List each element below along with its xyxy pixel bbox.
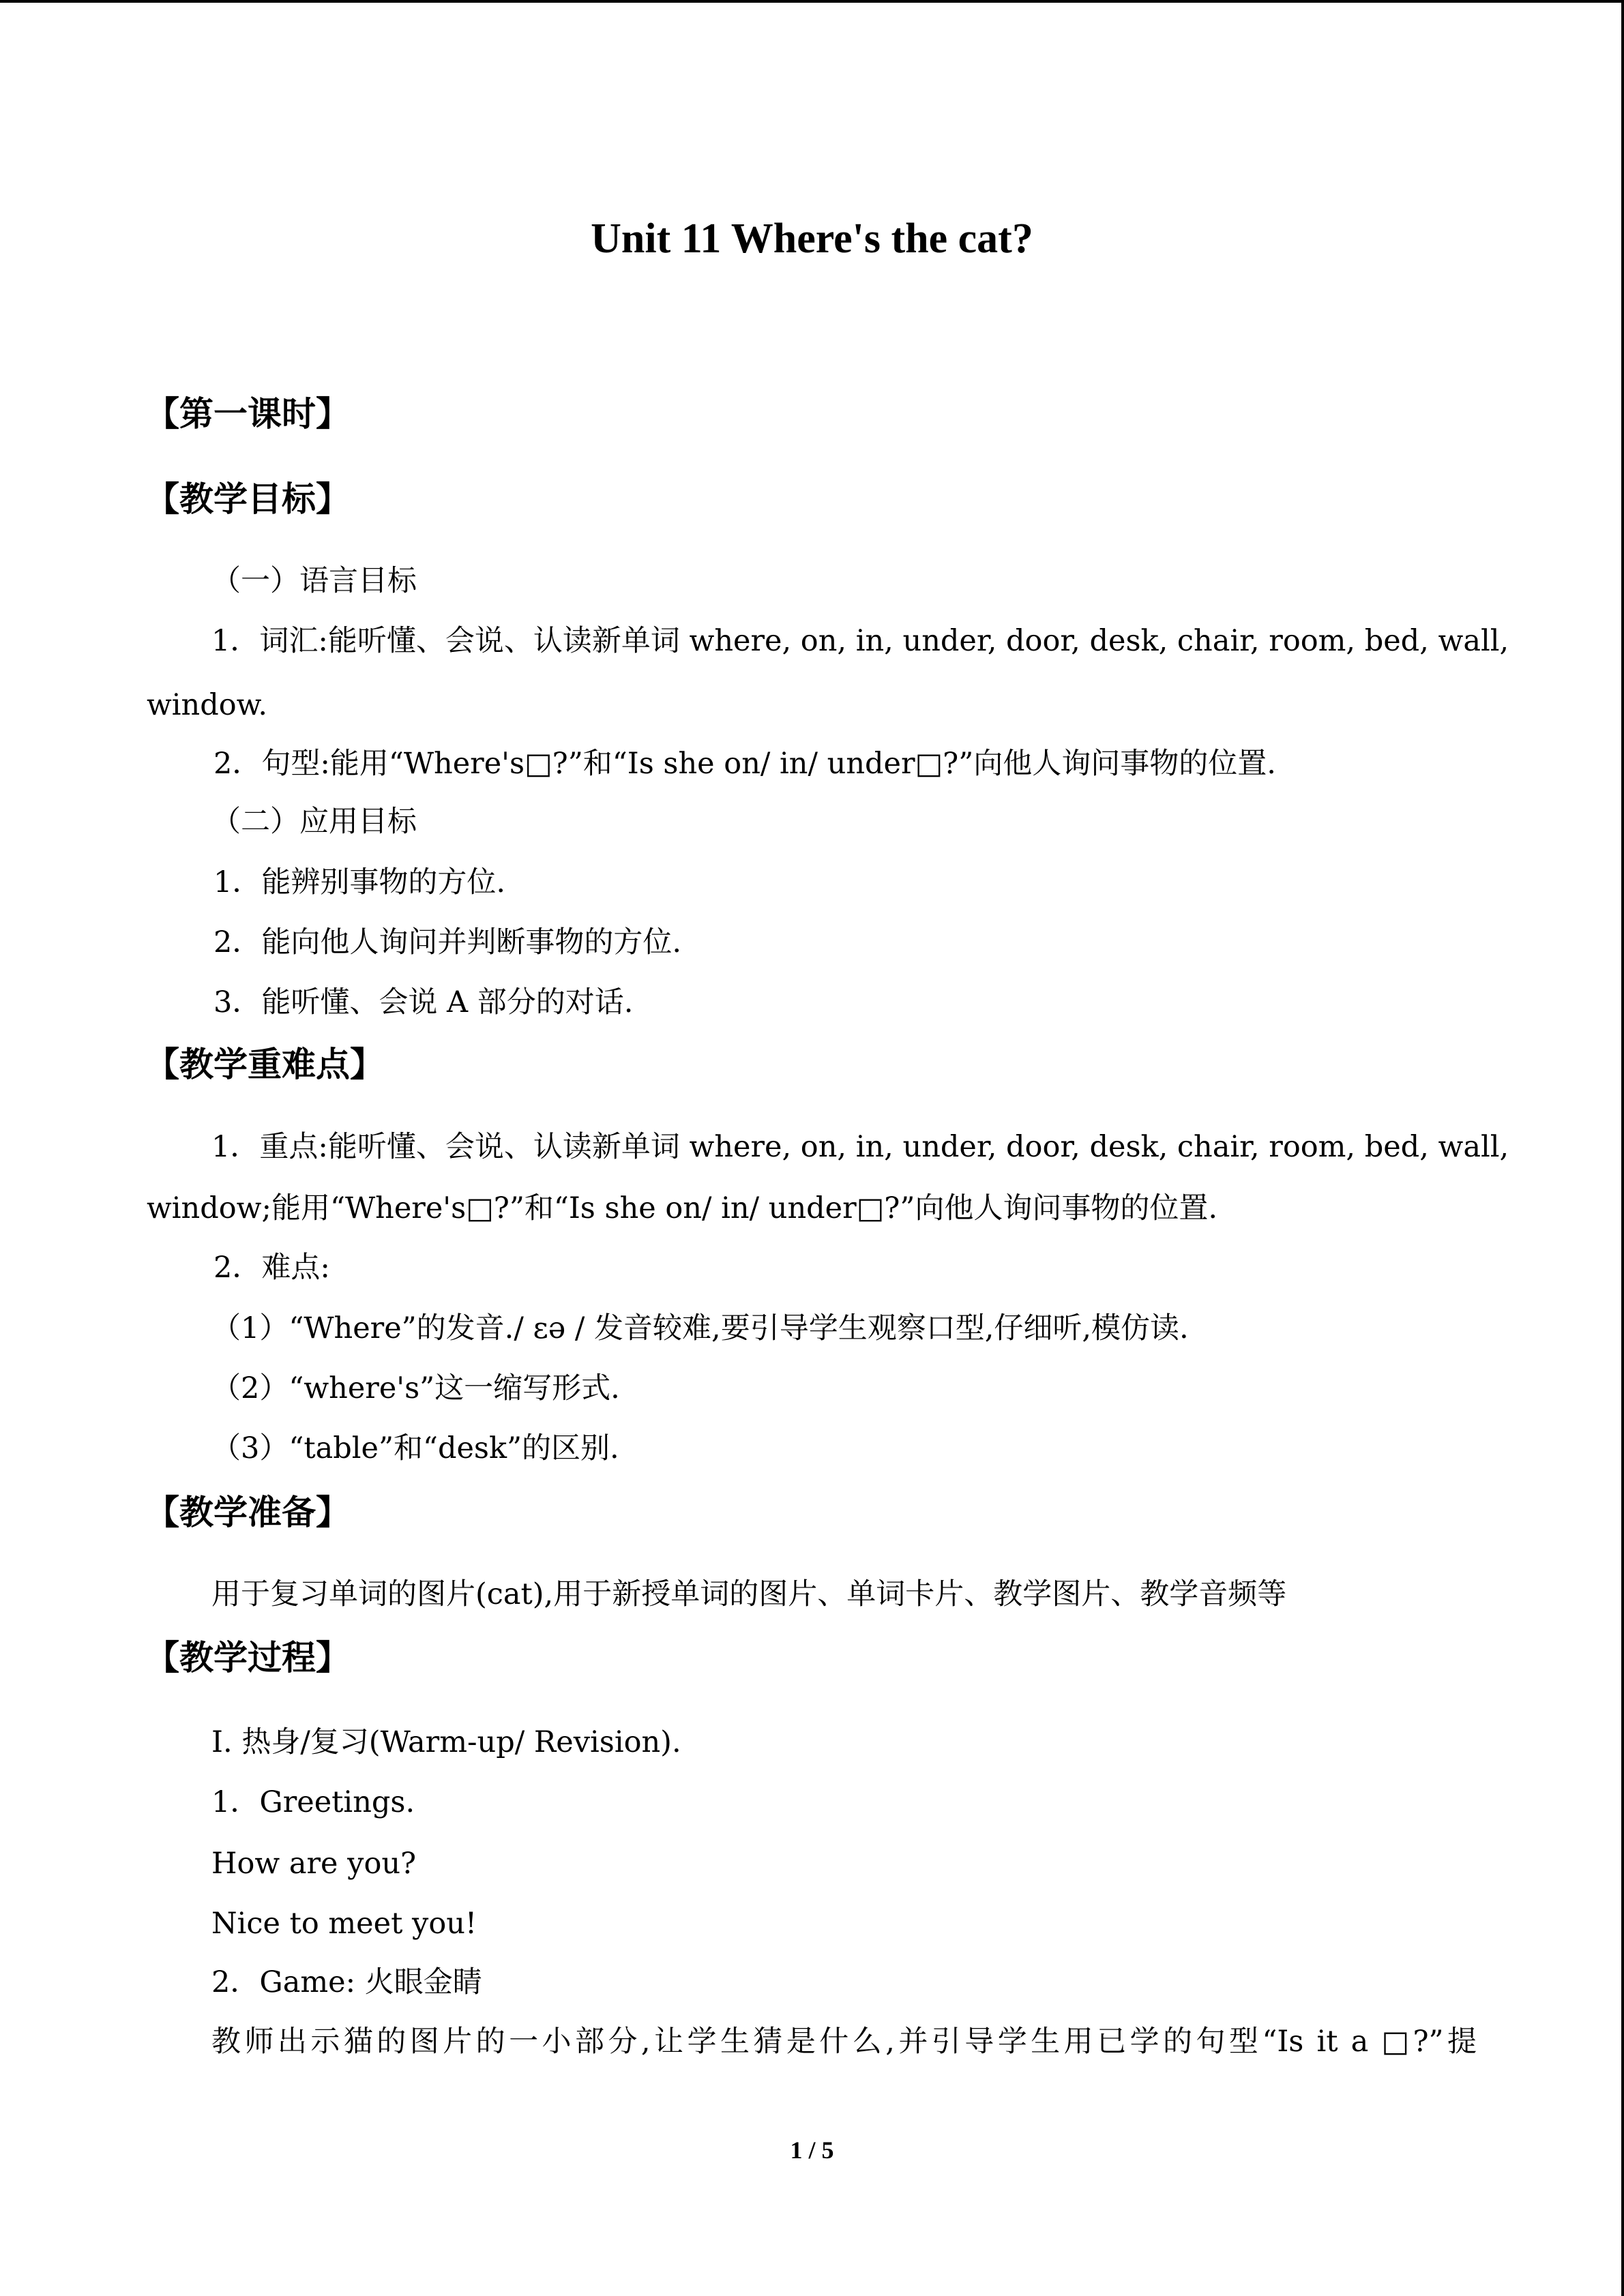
process-game-desc: 教师出示猫的图片的一小部分,让学生猜是什么,并引导学生用已学的句型“Is it a □?”提 bbox=[211, 2025, 1477, 2059]
heading-goals: 【教学目标】 bbox=[145, 479, 350, 519]
goals-item1-line1: 1．词汇:能听懂、会说、认读新单词 where, on, in, under, door, desk, chair, room, bed, wall, bbox=[211, 624, 1509, 658]
page-border-right bbox=[1621, 0, 1624, 2296]
process-greetings: 1．Greetings. bbox=[211, 1785, 415, 1819]
heading-process: 【教学过程】 bbox=[145, 1638, 350, 1678]
page-border-top bbox=[0, 0, 1624, 3]
key-sub1: （1）“Where”的发音./ ɛə / 发音较难,要引导学生观察口型,仔细听,模仿读. bbox=[211, 1311, 1189, 1345]
key-item1-line1: 1．重点:能听懂、会说、认读新单词 where, on, in, under, door, desk, chair, room, bed, wall, bbox=[211, 1130, 1509, 1164]
goals-app3: 3．能听懂、会说 A 部分的对话. bbox=[213, 985, 634, 1019]
key-item2: 2．难点: bbox=[213, 1251, 330, 1285]
goals-app2: 2．能向他人询问并判断事物的方位. bbox=[213, 925, 682, 959]
heading-preparation: 【教学准备】 bbox=[145, 1493, 350, 1532]
goals-app1: 1．能辨别事物的方位. bbox=[213, 865, 506, 899]
process-nice-to-meet: Nice to meet you! bbox=[211, 1907, 477, 1941]
page-number: 1 / 5 bbox=[790, 2136, 834, 2164]
process-step1: I. 热身/复习(Warm-up/ Revision). bbox=[211, 1725, 681, 1759]
preparation-text: 用于复习单词的图片(cat),用于新授单词的图片、单词卡片、教学图片、教学音频等 bbox=[211, 1577, 1287, 1611]
heading-period: 【第一课时】 bbox=[145, 394, 350, 434]
heading-key-points: 【教学重难点】 bbox=[145, 1045, 384, 1084]
key-sub2: （2）“where's”这一缩写形式. bbox=[211, 1371, 620, 1405]
goals-language-title: （一）语言目标 bbox=[211, 564, 417, 598]
goals-item2: 2．句型:能用“Where's□?”和“Is she on/ in/ under□?”向他人询问事物的位置. bbox=[213, 747, 1276, 781]
goals-item1-line2: window. bbox=[147, 688, 268, 722]
key-item1-line2: window;能用“Where's□?”和“Is she on/ in/ under□?”向他人询问事物的位置. bbox=[147, 1191, 1218, 1225]
process-game: 2．Game: 火眼金睛 bbox=[211, 1965, 482, 1999]
goals-application-title: （二）应用目标 bbox=[211, 805, 417, 839]
key-sub3: （3）“table”和“desk”的区别. bbox=[211, 1431, 619, 1465]
page-title: Unit 11 Where's the cat? bbox=[591, 215, 1033, 262]
process-how-are-you: How are you? bbox=[211, 1847, 417, 1881]
